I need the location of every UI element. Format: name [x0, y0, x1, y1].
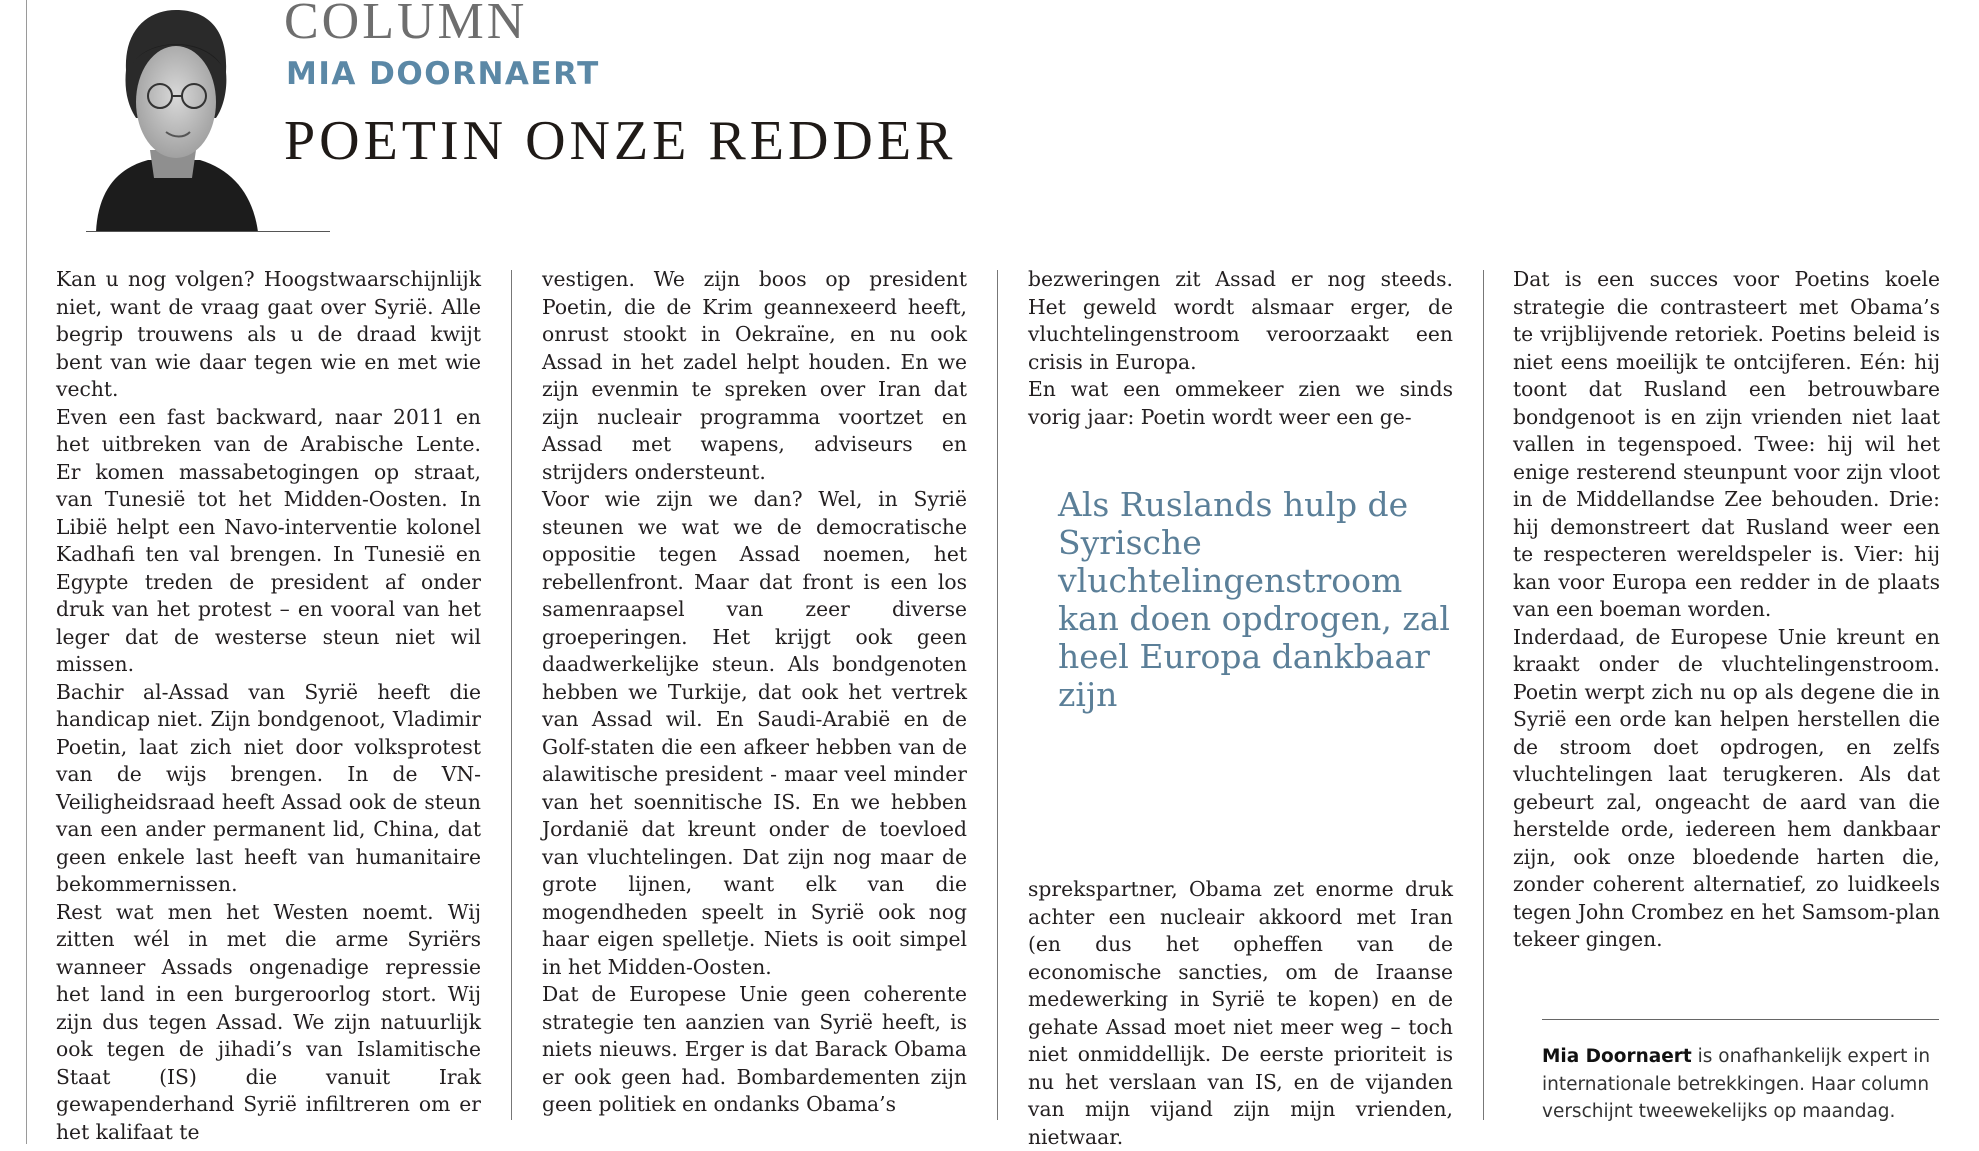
- portrait-underline: [86, 231, 330, 232]
- paragraph: Kan u nog volgen? Hoogstwaarschijnlijk niet, want de vraag gaat over Syrië. Alle begrip trouwens als u de draad kwijt bent van wie daar tegen wie en met wie vecht.: [56, 267, 481, 401]
- article-column-2: [542, 266, 967, 1119]
- paragraph: Voor wie zijn we dan? Wel, in Syrië steunen we wat we de democratische oppositie tegen Assad noemen, het rebellenfront. Maar dat front is een los samenraapsel van zeer diverse groeperingen. Het krijgt ook geen daadwerkelijke steun. Als bondgenoten hebben we Turkije, dat ook het vertrek van Assad wil. En Saudi-Arabië en de Golf-staten die een afkeer hebben van de alawitische president - maar veel minder van het soennitische IS. En we hebben Jordanië dat kreunt onder de toevloed van vluchtelingen. Dat zijn nog maar de grote lijnen, want elk van die mogendheden speelt in Syrië ook nog haar eigen spelletje. Niets is ooit simpel in het Midden-Oosten.: [542, 487, 967, 979]
- article-column-1: [56, 266, 481, 1146]
- column-rule: [997, 270, 998, 1120]
- paragraph: En wat een ommekeer zien we sinds vorig jaar: Poetin wordt weer een ge-: [1028, 377, 1453, 429]
- author-bio: [1542, 1043, 1942, 1126]
- bio-name: Mia Doornaert: [1542, 1046, 1692, 1067]
- paragraph: Dat de Europese Unie geen coherente strategie ten aanzien van Syrië heeft, is niets nieuws. Erger is dat Barack Obama er ook geen had. Bombardementen zijn geen politiek en ondanks Obama’s: [542, 982, 967, 1116]
- bio-text: is onafhankelijk expert in internationale betrekkingen. Haar column verschijnt tweewekelijks op maandag.: [1542, 1046, 1931, 1122]
- paragraph: Even een fast backward, naar 2011 en het uitbreken van de Arabische Lente. Er komen massabetogingen op straat, van Tunesië tot het Midden-Oosten. In Libië helpt een Navo-interventie kolonel Kadhafi ten val brengen. In Tunesië en Egypte treden de president af onder druk van het protest – en vooral van het leger dat de westerse steun niet wil missen.: [56, 404, 481, 676]
- paragraph: vestigen. We zijn boos op president Poetin, die de Krim geannexeerd heeft, onrust stookt in Oekraïne, en nu ook Assad in het zadel helpt houden. En we zijn evenmin te spreken over Iran dat zijn nucleair programma voortzet en Assad met wapens, adviseurs en strijders ondersteunt.: [542, 267, 967, 484]
- paragraph: Inderdaad, de Europese Unie kreunt en kraakt onder de vluchtelingenstroom. Poetin werpt zich nu op als degene die in Syrië een orde kan helpen herstellen die de stroom doet opdrogen, en zelfs vluchtelingen laat terugkeren. Als dat gebeurt zal, ongeacht de aard van die herstelde orde, iedereen hem dankbaar zijn, ook onze bloedende harten die, zonder coherent alternatief, zo luidkeels tegen John Crombez en het Samsom-plan tekeer gingen.: [1513, 624, 1940, 951]
- article-headline: POETIN ONZE REDDER: [284, 110, 957, 172]
- section-kicker: COLUMN: [284, 0, 528, 50]
- page-left-rule: [26, 0, 27, 1144]
- article-column-3-top: [1028, 266, 1453, 431]
- paragraph: Bachir al-Assad van Syrië heeft die handicap niet. Zijn bondgenoot, Vladimir Poetin, laat zich niet door volksprotest van de wijs brengen. In de VN-Veiligheidsraad heeft Assad ook de steun van een ander permanent lid, China, dat geen enkele last heeft van humanitaire bekommernissen.: [56, 679, 481, 896]
- paragraph: Dat is een succes voor Poetins koele strategie die contrasteert met Obama’s te vrijblijvende retoriek. Poetins beleid is niet eens moeilijk te ontcijferen. Eén: hij toont dat Rusland een betrouwbare bondgenoot is en zijn vrienden niet laat vallen in tegenspoed. Twee: hij wil het enige resterend steunpunt voor zijn vloot in de Middellandse Zee behouden. Drie: hij demonstreert dat Rusland weer een te respecteren wereldspeler is. Vier: hij kan voor Europa een redder in de plaats van een boeman worden.: [1513, 267, 1940, 621]
- article-column-4: [1513, 266, 1940, 954]
- column-rule: [1483, 270, 1484, 1120]
- paragraph: bezweringen zit Assad er nog steeds. Het geweld wordt alsmaar erger, de vluchtelingenstroom veroorzaakt een crisis in Europa.: [1028, 267, 1453, 374]
- bio-rule: [1542, 1019, 1939, 1020]
- pull-quote: Als Ruslands hulp de Syrische vluchtelingenstroom kan doen opdrogen, zal heel Europa dankbaar zijn: [1058, 485, 1450, 714]
- article-column-3-bottom: [1028, 876, 1453, 1151]
- author-byline: MIA DOORNAERT: [286, 56, 600, 92]
- column-rule: [511, 270, 512, 1120]
- paragraph: sprekspartner, Obama zet enorme druk achter een nucleair akkoord met Iran (en dus het opheffen van de economische sancties, om de Iraanse medewerking in Syrië te kopen) en de gehate Assad moet niet meer weg – toch niet onmiddellijk. De eerste prioriteit is nu het verslaan van IS, en de vijanden van mijn vijand zijn mijn vrienden, nietwaar.: [1028, 877, 1453, 1149]
- paragraph: Rest wat men het Westen noemt. Wij zitten wél in met die arme Syriërs wanneer Assads ongenadige repressie het land in een burgeroorlog stort. Wij zijn dus tegen Assad. We zijn natuurlijk ook tegen de jihadi’s van Islamitische Staat (IS) die vanuit Irak gewapenderhand Syrië infiltreren om er het kalifaat te: [56, 899, 481, 1144]
- author-portrait: [88, 0, 258, 232]
